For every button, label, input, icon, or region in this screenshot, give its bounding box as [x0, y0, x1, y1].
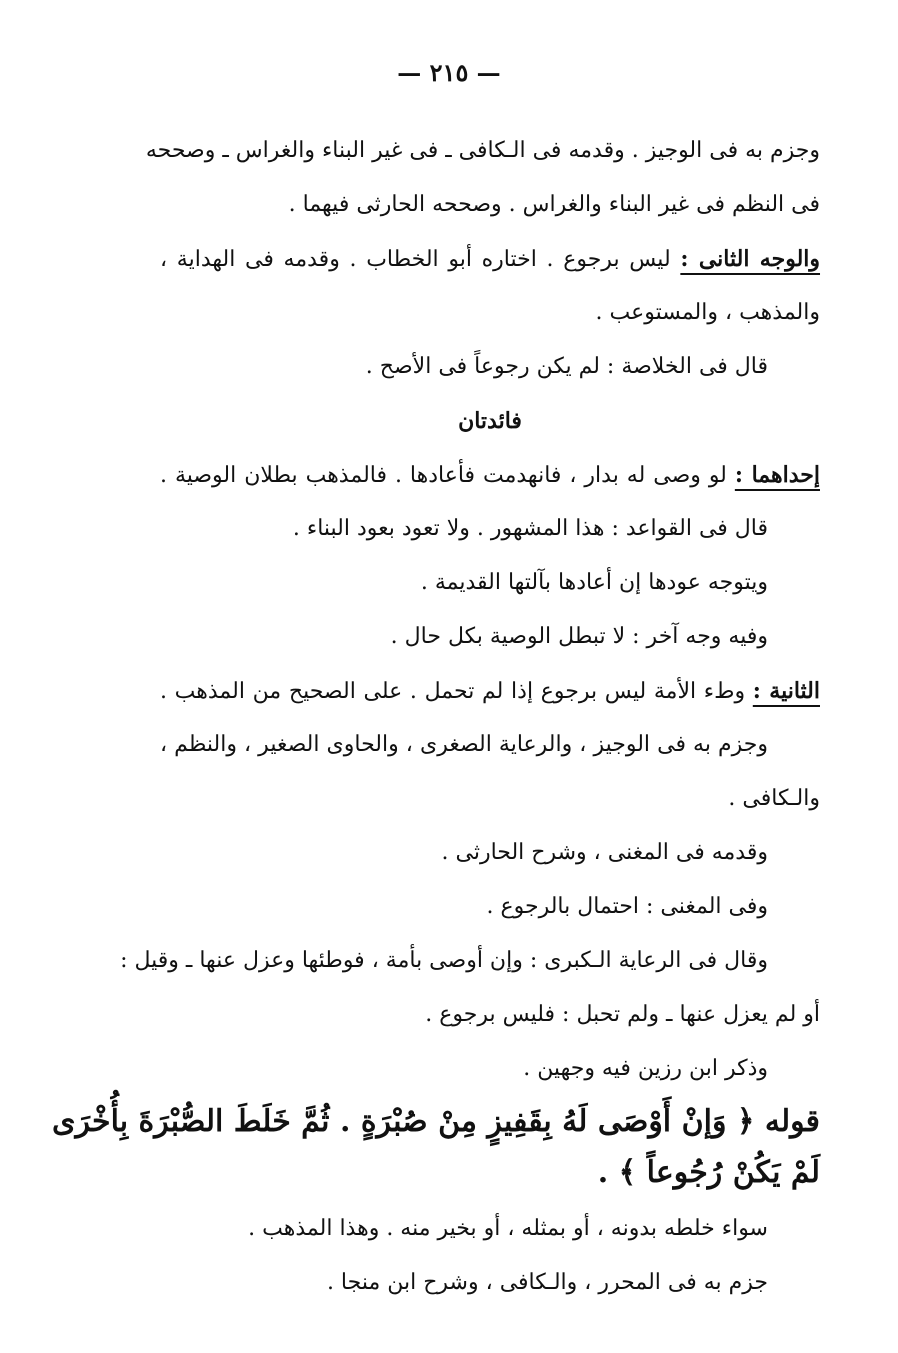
lead-term-quote: قوله [764, 1104, 820, 1139]
text-line [160, 610, 820, 664]
text-line [160, 340, 820, 394]
text-line [160, 178, 820, 232]
text-line [160, 502, 820, 556]
text-line [160, 880, 820, 934]
quoted-text-line [52, 1096, 820, 1148]
page-body [52, 124, 821, 1310]
text-line [160, 286, 820, 340]
text-line-content: وقال فى الرعاية الـكبرى : وإن أوصى بأمة ، فوطئها وعزل عنها ـ وقيل : [120, 948, 768, 973]
quoted-text-content: لَمْ يَكُنْ رُجُوعاً ﴾ . [597, 1155, 820, 1190]
text-line [120, 934, 820, 988]
quoted-text-content: ﴿ وَإنْ أَوْصَى لَهُ بِقَفِيزٍ مِنْ صُبْرَةٍ . ثُمَّ خَلَطَ الصُّبْرَةَ بِأُخْرَى [52, 1104, 755, 1139]
text-line-content: وذكر ابن رزين فيه وجهين . [523, 1056, 768, 1081]
page-number: — ٢١٥ — [397, 58, 501, 87]
text-line-content: قال فى الخلاصة : لم يكن رجوعاً فى الأصح . [365, 354, 768, 379]
text-line [160, 826, 820, 880]
text-line [160, 1042, 820, 1096]
text-line [145, 124, 820, 178]
text-line-content: قال فى القواعد : هذا المشهور . ولا تعود بعود البناء . [292, 516, 768, 541]
text-line [160, 448, 820, 502]
text-line-content: وجزم به فى الوجيز ، والرعاية الصغرى ، والحاوى الصغير ، والنظم ، [160, 732, 768, 757]
text-line [160, 664, 820, 718]
text-line-content: لو وصى له بدار ، فانهدمت فأعادها . فالمذهب بطلان الوصية . [160, 463, 727, 488]
lead-term-first-note: إحداهما : [734, 462, 820, 488]
text-line [160, 1202, 820, 1256]
text-line-content: جزم به فى المحرر ، والـكافى ، وشرح ابن منجا . [326, 1270, 768, 1295]
text-line-content: وفى المغنى : احتمال بالرجوع . [486, 894, 768, 919]
text-line-content: فى النظم فى غير البناء والغراس . وصححه الحارثى فيهما . [288, 192, 820, 217]
text-line-content: والـكافى . [728, 786, 820, 811]
text-line-content: ويتوجه عودها إن أعادها بآلتها القديمة . [420, 570, 768, 595]
text-line-content: وطء الأمة ليس برجوع إذا لم تحمل . على الصحيح من المذهب . [160, 679, 746, 704]
text-line-content: وفيه وجه آخر : لا تبطل الوصية بكل حال . [390, 624, 768, 649]
text-line [160, 772, 820, 826]
section-heading [160, 394, 820, 448]
text-line-content: وجزم به فى الوجيز . وقدمه فى الـكافى ـ فى غير البناء والغراس ـ وصححه [145, 138, 820, 163]
quoted-text-line [160, 1148, 820, 1198]
text-line-content: والمذهب ، والمستوعب . [595, 300, 820, 325]
text-line-content: ليس برجوع . اختاره أبو الخطاب . وقدمه فى الهداية ، [160, 247, 671, 272]
text-line [160, 232, 820, 286]
lead-term-second-note: الثانية : [752, 678, 820, 704]
text-line [160, 1256, 820, 1310]
text-line-content: وقدمه فى المغنى ، وشرح الحارثى . [441, 840, 768, 865]
text-line [160, 556, 820, 610]
lead-term-second-view: والوجه الثانى : [680, 246, 821, 272]
text-line [160, 988, 820, 1042]
text-line [160, 718, 820, 772]
text-line-content: سواء خلطه بدونه ، أو بمثله ، أو بخير منه . وهذا المذهب . [248, 1216, 768, 1241]
text-line-content: أو لم يعزل عنها ـ ولم تحبل : فليس برجوع . [425, 1002, 820, 1027]
section-heading-text: فائدتان [458, 408, 522, 434]
